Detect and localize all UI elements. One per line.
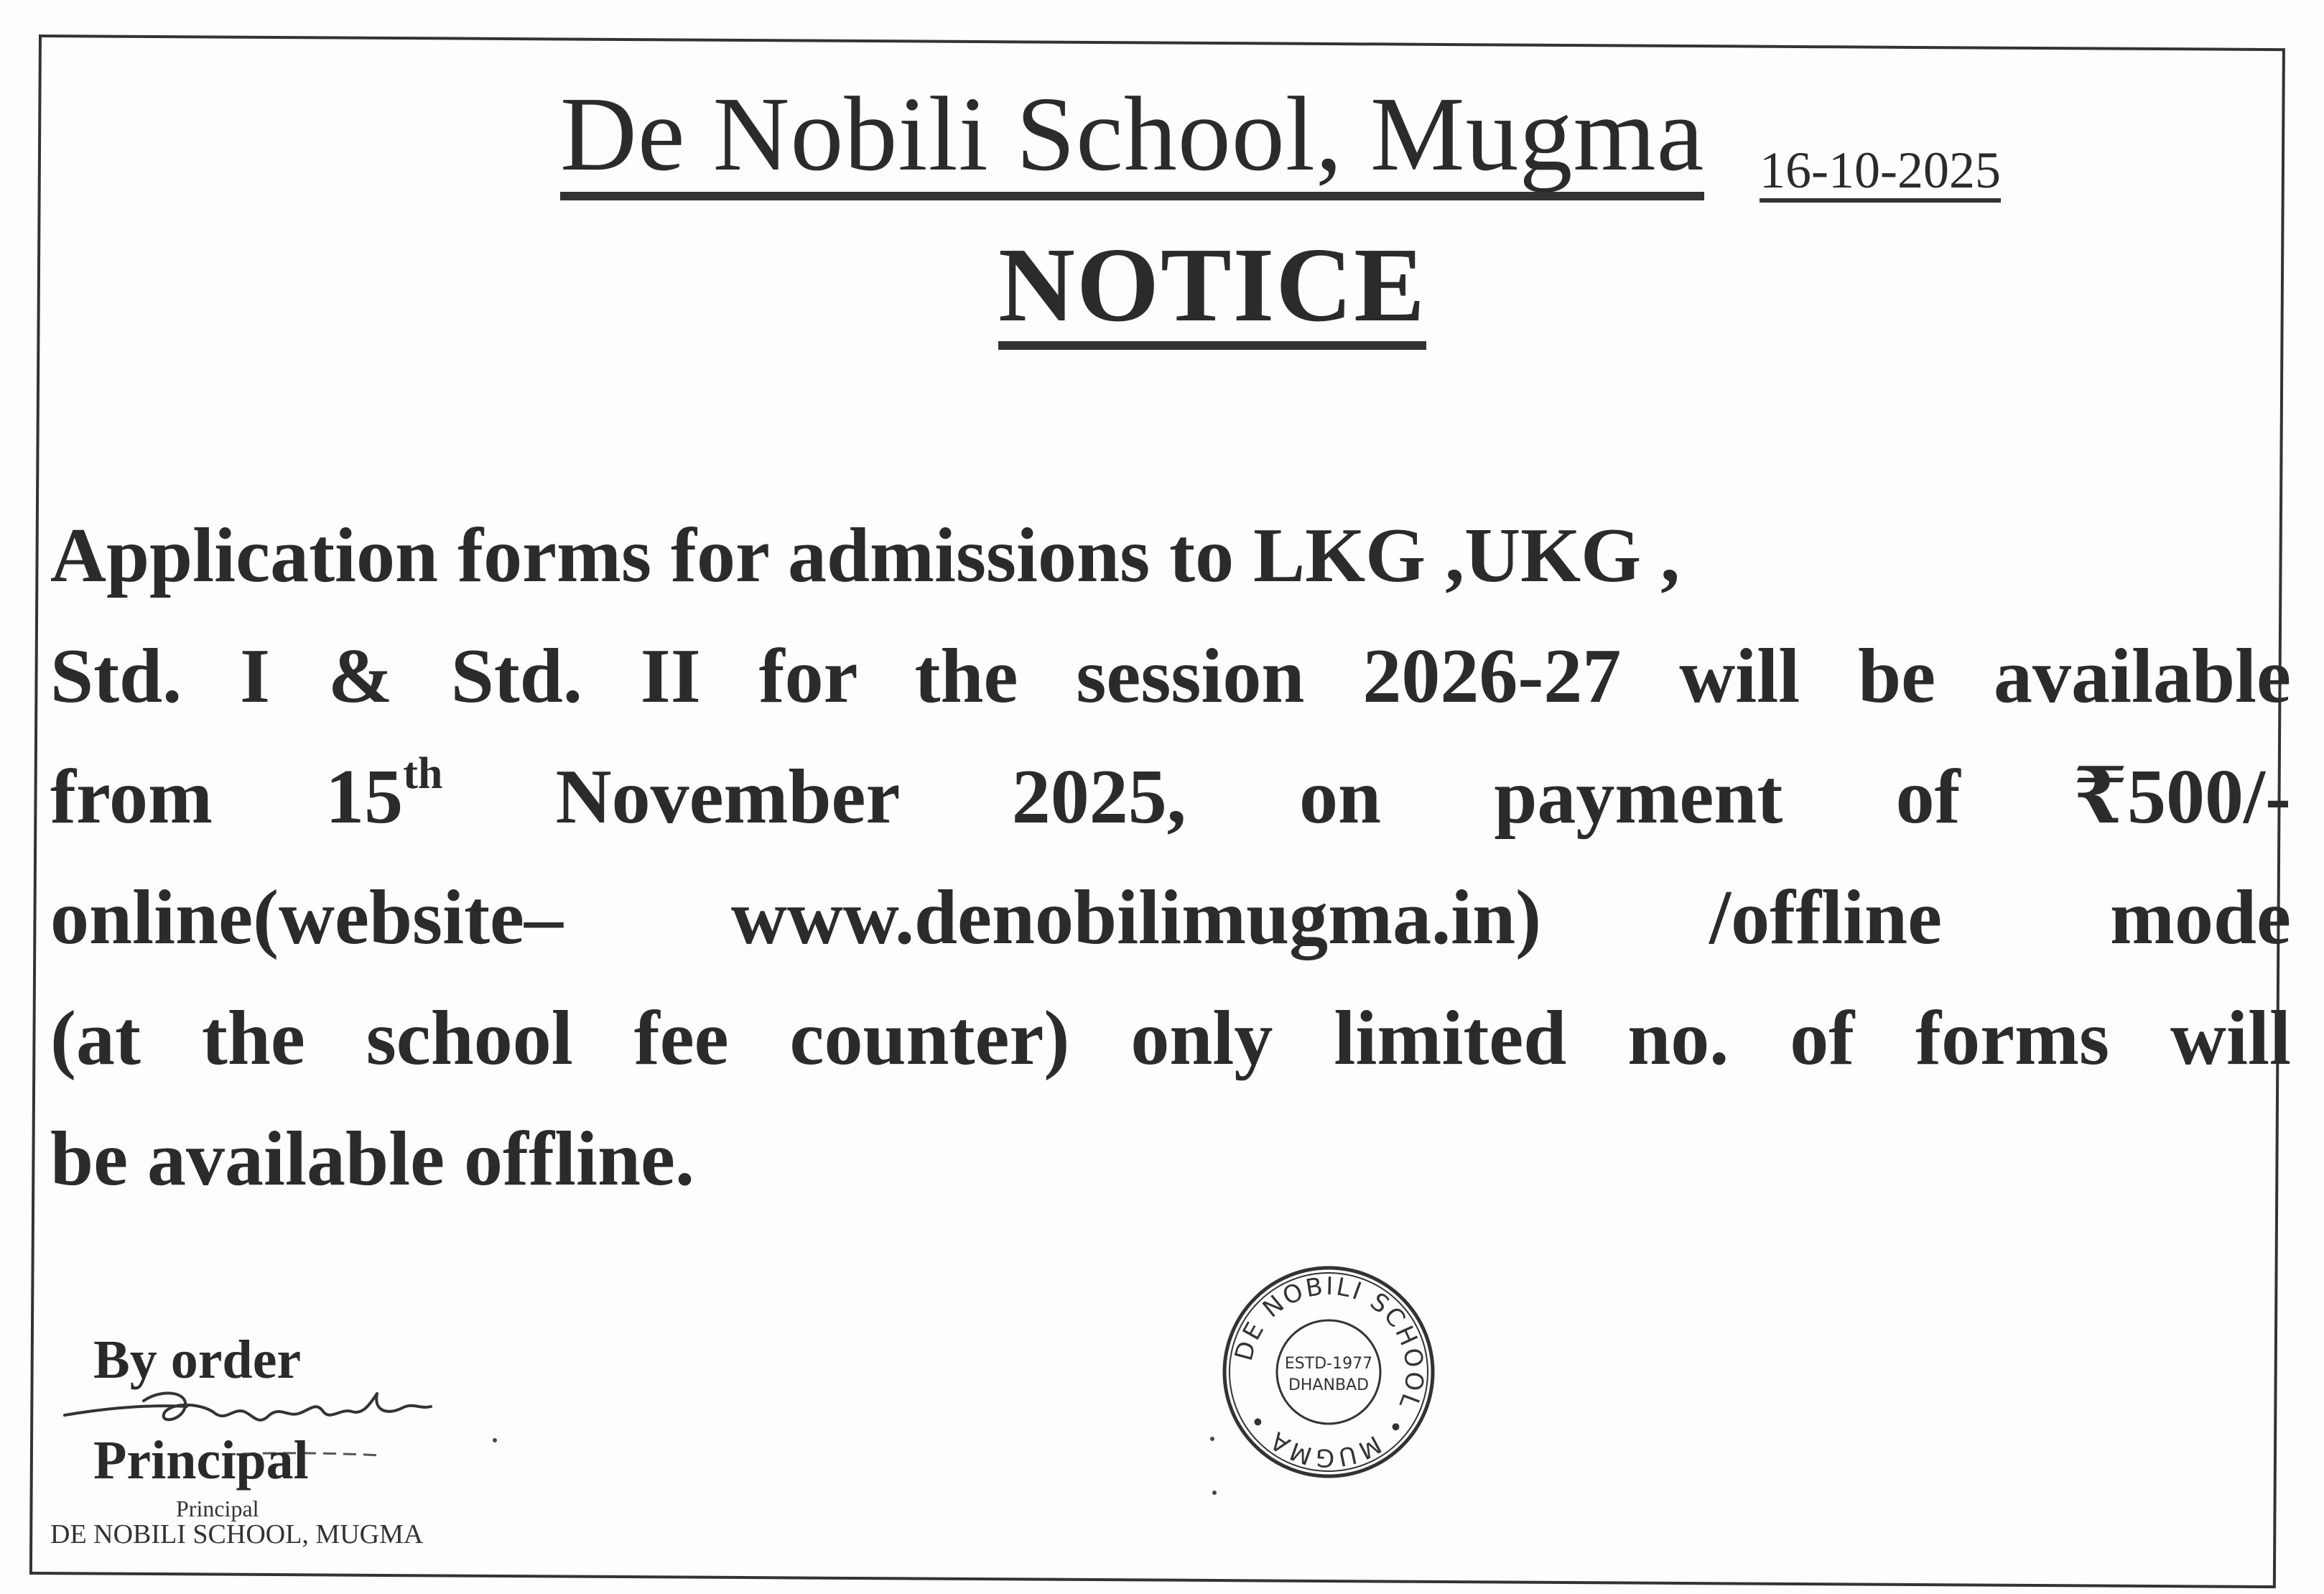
- body-line-5: (at the school fee counter) only limited no. of forms will: [50, 996, 2291, 1081]
- body-line-3-start: from 15: [50, 754, 404, 840]
- body-line-2: Std. I & Std. II for the session 2026-27 will be available: [50, 634, 2291, 719]
- principal-label: Principal: [93, 1430, 309, 1491]
- body-line-4: online(website– www.denobilimugma.in) /offline mode: [50, 875, 2291, 960]
- signature-block: [50, 1329, 553, 1559]
- ordinal-suffix: th: [403, 749, 443, 798]
- stamp-principal-title: Principal: [176, 1496, 259, 1521]
- mark-dot: [1210, 1437, 1214, 1441]
- body-line-1: Application forms for admissions to LKG ,UKG ,: [50, 513, 1681, 598]
- notice-date: 16-10-2025: [1760, 144, 2001, 203]
- seal-ring-text: DE NOBILI SCHOOL • MUGMA •: [1229, 1271, 1429, 1473]
- mark-dot: [1212, 1491, 1217, 1495]
- stamp-school-name: DE NOBILI SCHOOL, MUGMA: [50, 1519, 424, 1549]
- school-name-heading: De Nobili School, Mugma: [560, 79, 1704, 200]
- seal-estd: ESTD-1977: [1284, 1355, 1373, 1373]
- by-order-label: By order: [93, 1330, 302, 1390]
- body-line-3: [50, 737, 2291, 858]
- school-seal: [1221, 1264, 1436, 1480]
- seal-city: DHANBAD: [1288, 1376, 1370, 1394]
- notice-title: NOTICE: [998, 230, 1426, 350]
- body-line-6: be available offline.: [50, 1116, 694, 1202]
- notice-body: [50, 496, 2291, 1220]
- mark-dot: [493, 1438, 497, 1442]
- body-line-3-end: November 2025, on payment of ₹500/-: [442, 754, 2291, 840]
